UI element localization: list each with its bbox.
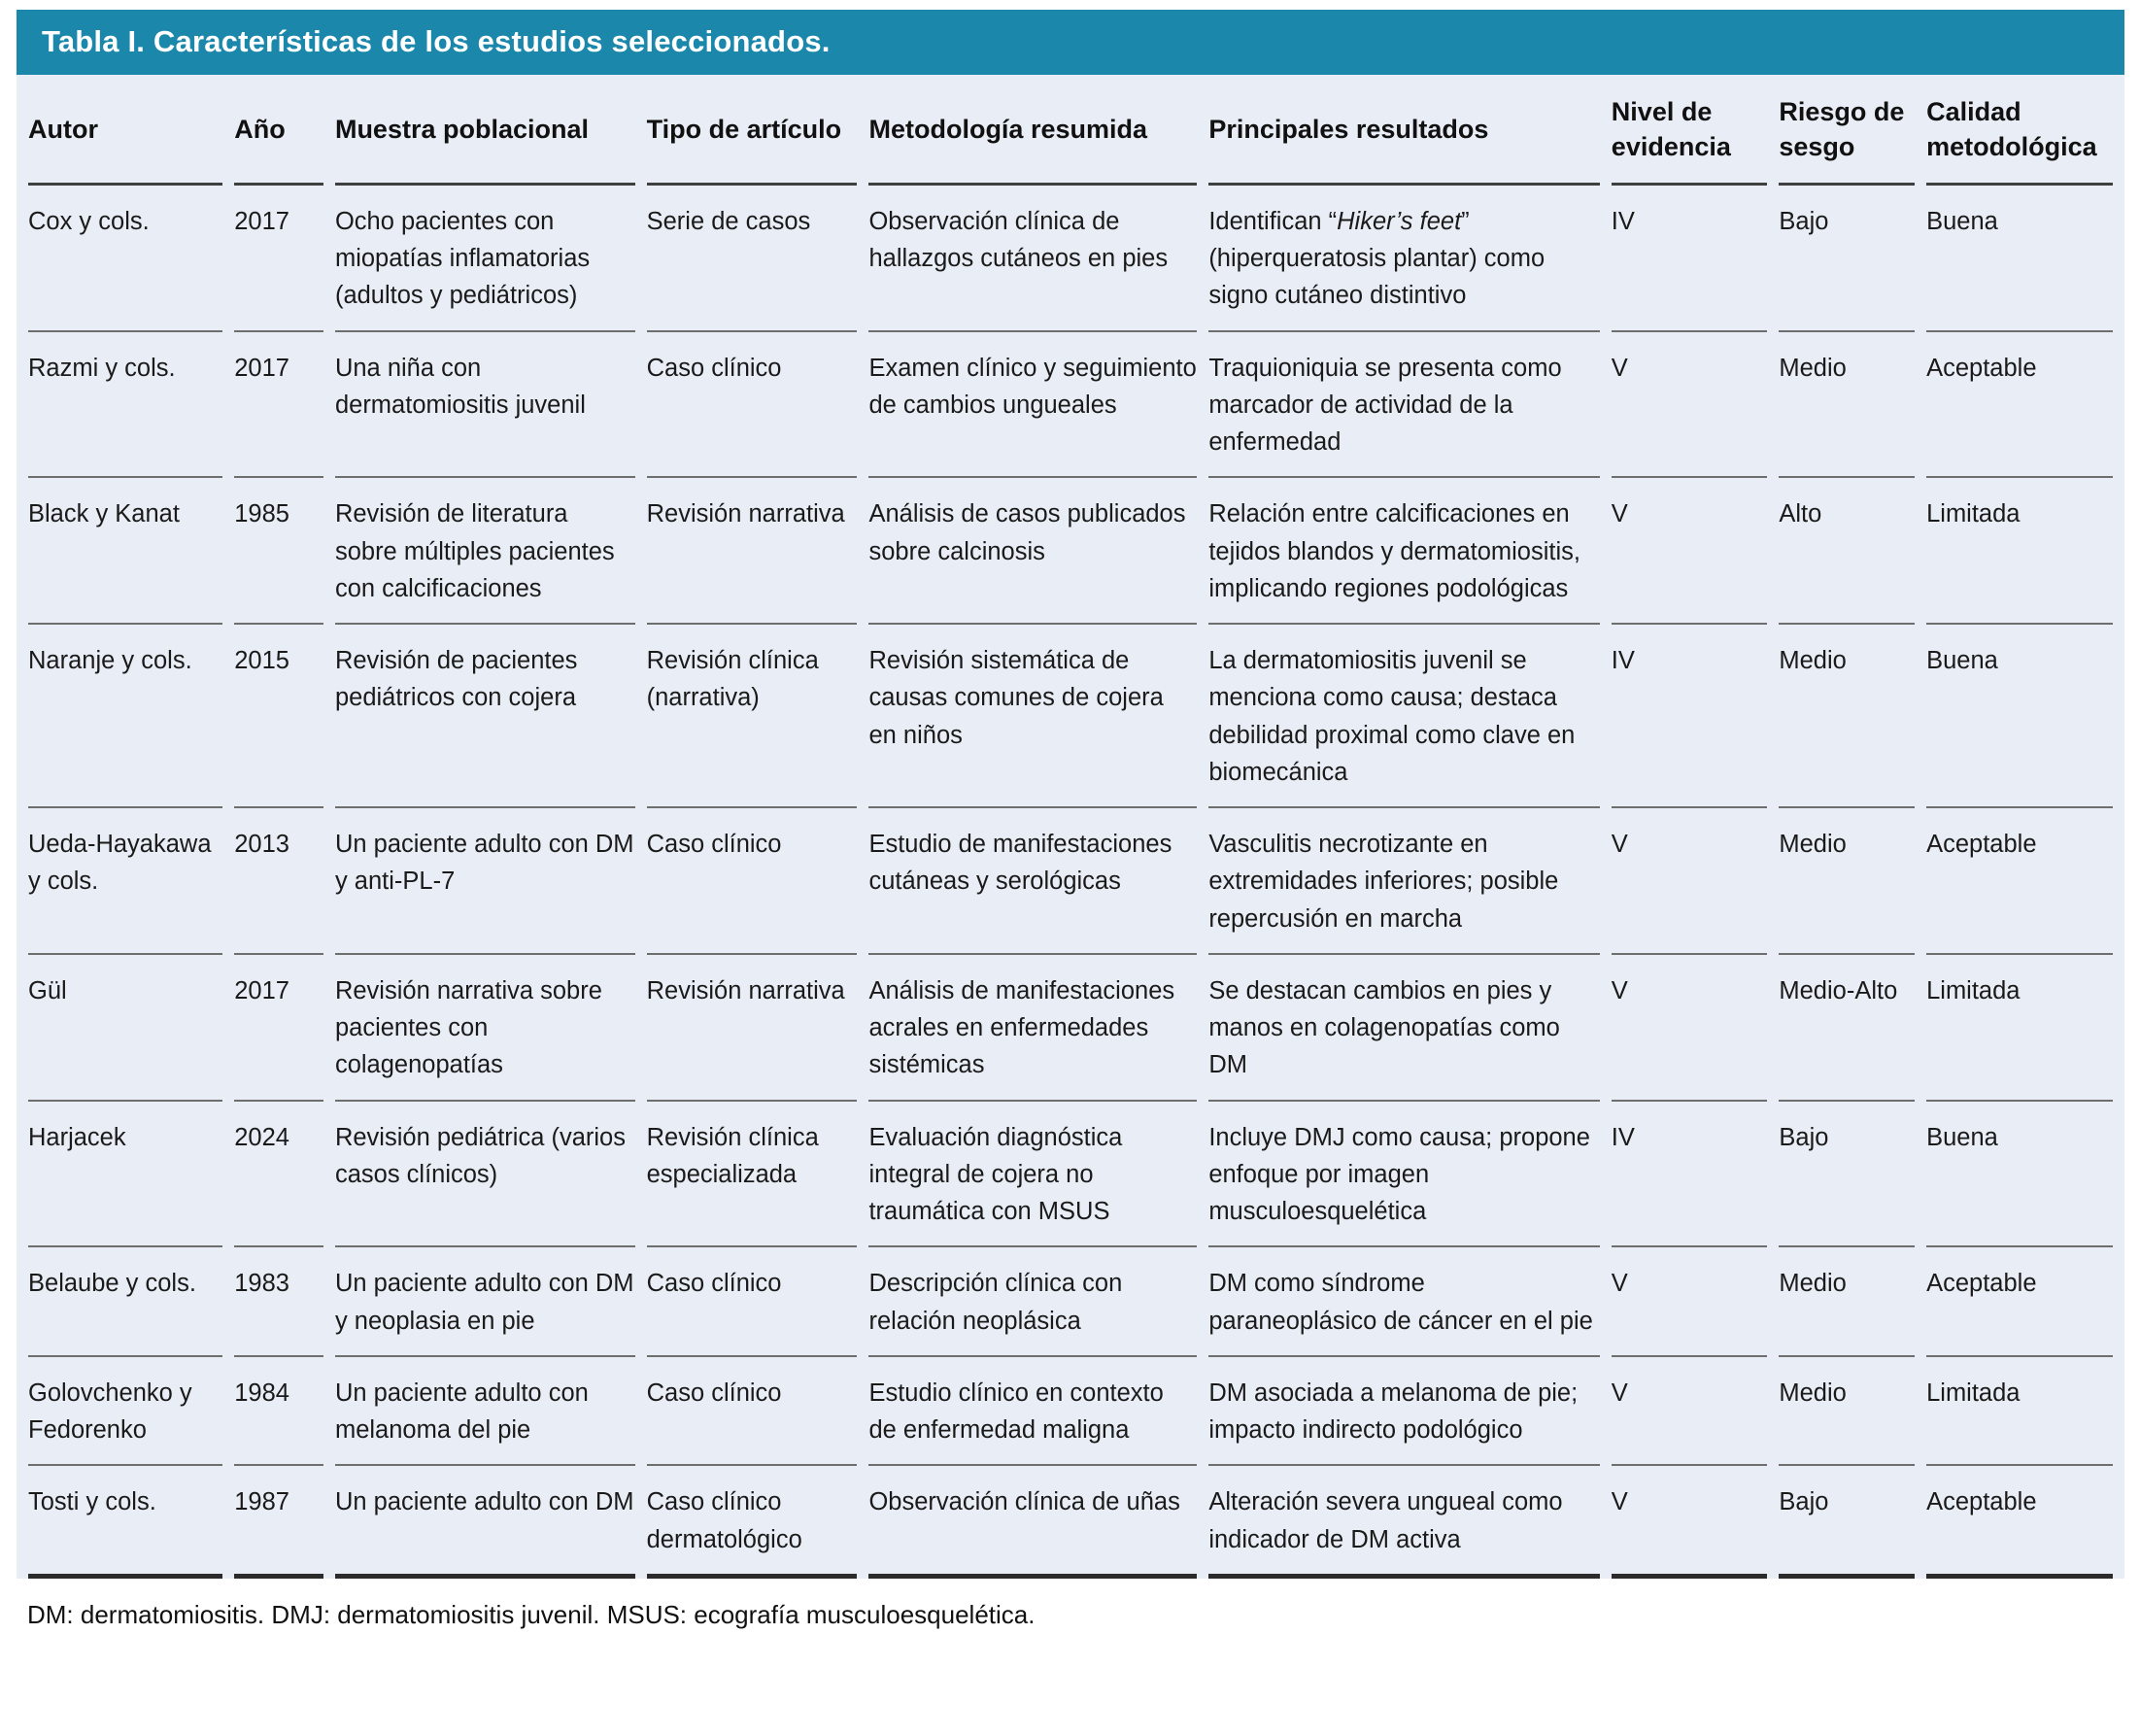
table-cell: Medio	[1779, 1357, 1915, 1467]
table-row	[28, 1357, 2113, 1467]
table-cell: V	[1612, 1466, 1768, 1579]
table-cell: 1984	[234, 1357, 323, 1467]
table-body	[28, 186, 2113, 1579]
table-row	[28, 808, 2113, 955]
table-cell: DM asociada a melanoma de pie; impacto indirecto podológico	[1208, 1357, 1599, 1467]
table-cell: Caso clínico	[647, 808, 858, 955]
table-cell: Serie de casos	[647, 186, 858, 332]
table-cell: Observación clínica de uñas	[868, 1466, 1197, 1579]
table-cell: Estudio clínico en contexto de enfermedad maligna	[868, 1357, 1197, 1467]
table-cell: Limitada	[1926, 478, 2113, 625]
table-row	[28, 1102, 2113, 1248]
table-cell: Gül	[28, 955, 222, 1102]
table-cell: Se destacan cambios en pies y manos en colagenopatías como DM	[1208, 955, 1599, 1102]
table-cell: 2017	[234, 186, 323, 332]
table-row	[28, 1247, 2113, 1357]
table-cell: Medio	[1779, 808, 1915, 955]
column-header-muestra-poblacional: Muestra poblacional	[335, 75, 635, 186]
table-cell: 2013	[234, 808, 323, 955]
table-cell: 2017	[234, 332, 323, 479]
table-cell: Ueda-Hayakawa y cols.	[28, 808, 222, 955]
table-cell: Revisión narrativa	[647, 955, 858, 1102]
table-cell: V	[1612, 808, 1768, 955]
table-cell: Examen clínico y seguimiento de cambios ungueales	[868, 332, 1197, 479]
table-cell: Revisión clínica (narrativa)	[647, 625, 858, 808]
column-header-nivel-de-evidencia: Nivel de evidencia	[1612, 75, 1768, 186]
table-cell: Observación clínica de hallazgos cutáneos en pies	[868, 186, 1197, 332]
column-header-autor: Autor	[28, 75, 222, 186]
table-cell: Relación entre calcificaciones en tejidos blandos y dermatomiositis, implicando regiones podológicas	[1208, 478, 1599, 625]
table-cell: 1985	[234, 478, 323, 625]
footnote: DM: dermatomiositis. DMJ: dermatomiositis juvenil. MSUS: ecografía musculoesquelética.	[27, 1599, 1036, 1629]
table-header	[28, 75, 2113, 186]
table-cell: Revisión narrativa	[647, 478, 858, 625]
table-cell: Aceptable	[1926, 1247, 2113, 1357]
table-cell: Bajo	[1779, 1102, 1915, 1248]
table-cell: Vasculitis necrotizante en extremidades inferiores; posible repercusión en marcha	[1208, 808, 1599, 955]
column-header-tipo-de-articulo: Tipo de artículo	[647, 75, 858, 186]
table-cell: Aceptable	[1926, 332, 2113, 479]
studies-table	[17, 75, 2124, 1579]
table-cell: Harjacek	[28, 1102, 222, 1248]
table-cell: IV	[1612, 625, 1768, 808]
table-cell: Razmi y cols.	[28, 332, 222, 479]
table-cell: Bajo	[1779, 186, 1915, 332]
table-row	[28, 478, 2113, 625]
table-cell: 2017	[234, 955, 323, 1102]
table-cell: Buena	[1926, 1102, 2113, 1248]
table-cell: Análisis de casos publicados sobre calcinosis	[868, 478, 1197, 625]
table-cell: Buena	[1926, 625, 2113, 808]
table-cell: Bajo	[1779, 1466, 1915, 1579]
table-cell: Revisión pediátrica (varios casos clínicos)	[335, 1102, 635, 1248]
table-cell: Descripción clínica con relación neoplásica	[868, 1247, 1197, 1357]
table-cell: Medio-Alto	[1779, 955, 1915, 1102]
table-cell: Un paciente adulto con melanoma del pie	[335, 1357, 635, 1467]
table-cell: Revisión de pacientes pediátricos con cojera	[335, 625, 635, 808]
table-cell: IV	[1612, 186, 1768, 332]
table-cell: Estudio de manifestaciones cutáneas y serológicas	[868, 808, 1197, 955]
table-cell: La dermatomiositis juvenil se menciona como causa; destaca debilidad proximal como clave en biomecánica	[1208, 625, 1599, 808]
column-header-principales-resultados: Principales resultados	[1208, 75, 1599, 186]
table-cell: 1987	[234, 1466, 323, 1579]
table-cell: IV	[1612, 1102, 1768, 1248]
table-cell: Black y Kanat	[28, 478, 222, 625]
table-row	[28, 332, 2113, 479]
table-cell: Cox y cols.	[28, 186, 222, 332]
study-table-panel	[17, 10, 2124, 1630]
table-cell: Revisión sistemática de causas comunes de cojera en niños	[868, 625, 1197, 808]
column-header-calidad-metodologica: Calidad metodológica	[1926, 75, 2113, 186]
table-cell: Caso clínico	[647, 1357, 858, 1467]
table-cell: Análisis de manifestaciones acrales en enfermedades sistémicas	[868, 955, 1197, 1102]
table-cell: Tosti y cols.	[28, 1466, 222, 1579]
table-cell: Alto	[1779, 478, 1915, 625]
table-cell: Evaluación diagnóstica integral de cojera no traumática con MSUS	[868, 1102, 1197, 1248]
table-cell: Caso clínico	[647, 332, 858, 479]
table-cell: 2015	[234, 625, 323, 808]
header-row	[28, 75, 2113, 186]
table-cell: V	[1612, 478, 1768, 625]
table-cell: Revisión de literatura sobre múltiples pacientes con calcificaciones	[335, 478, 635, 625]
table-cell: Belaube y cols.	[28, 1247, 222, 1357]
table-cell: Medio	[1779, 332, 1915, 479]
table-cell: Un paciente adulto con DM y neoplasia en pie	[335, 1247, 635, 1357]
table-cell: Caso clínico dermatológico	[647, 1466, 858, 1579]
table-cell: Caso clínico	[647, 1247, 858, 1357]
table-cell: 1983	[234, 1247, 323, 1357]
table-title: Tabla I. Características de los estudios seleccionados.	[17, 10, 2124, 75]
table-row	[28, 186, 2113, 332]
table-cell: Medio	[1779, 1247, 1915, 1357]
table-cell: Una niña con dermatomiositis juvenil	[335, 332, 635, 479]
table-cell: V	[1612, 1357, 1768, 1467]
table-cell: DM como síndrome paraneoplásico de cáncer en el pie	[1208, 1247, 1599, 1357]
table-cell: Golovchenko y Fedorenko	[28, 1357, 222, 1467]
table-cell: Ocho pacientes con miopatías inflamatorias (adultos y pediátricos)	[335, 186, 635, 332]
table-cell: Naranje y cols.	[28, 625, 222, 808]
table-cell: Alteración severa ungueal como indicador de DM activa	[1208, 1466, 1599, 1579]
table-cell: Identifican “Hiker’s feet” (hiperqueratosis plantar) como signo cutáneo distintivo	[1208, 186, 1599, 332]
table-row	[28, 625, 2113, 808]
table-row	[28, 1466, 2113, 1579]
table-cell: V	[1612, 955, 1768, 1102]
table-cell: Aceptable	[1926, 808, 2113, 955]
table-cell: Buena	[1926, 186, 2113, 332]
table-cell: Limitada	[1926, 1357, 2113, 1467]
table-cell: Revisión clínica especializada	[647, 1102, 858, 1248]
table-cell: 2024	[234, 1102, 323, 1248]
column-header-anio: Año	[234, 75, 323, 186]
table-cell: Un paciente adulto con DM y anti-PL-7	[335, 808, 635, 955]
table-cell: Medio	[1779, 625, 1915, 808]
table-cell: V	[1612, 332, 1768, 479]
column-header-riesgo-de-sesgo: Riesgo de sesgo	[1779, 75, 1915, 186]
table-row	[28, 955, 2113, 1102]
column-header-metodologia-resumida: Metodología resumida	[868, 75, 1197, 186]
table-cell: Incluye DMJ como causa; propone enfoque por imagen musculoesquelética	[1208, 1102, 1599, 1248]
table-cell: Limitada	[1926, 955, 2113, 1102]
table-cell: Traquioniquia se presenta como marcador de actividad de la enfermedad	[1208, 332, 1599, 479]
table-cell: Un paciente adulto con DM	[335, 1466, 635, 1579]
table-cell: V	[1612, 1247, 1768, 1357]
table-cell: Revisión narrativa sobre pacientes con colagenopatías	[335, 955, 635, 1102]
table-cell: Aceptable	[1926, 1466, 2113, 1579]
